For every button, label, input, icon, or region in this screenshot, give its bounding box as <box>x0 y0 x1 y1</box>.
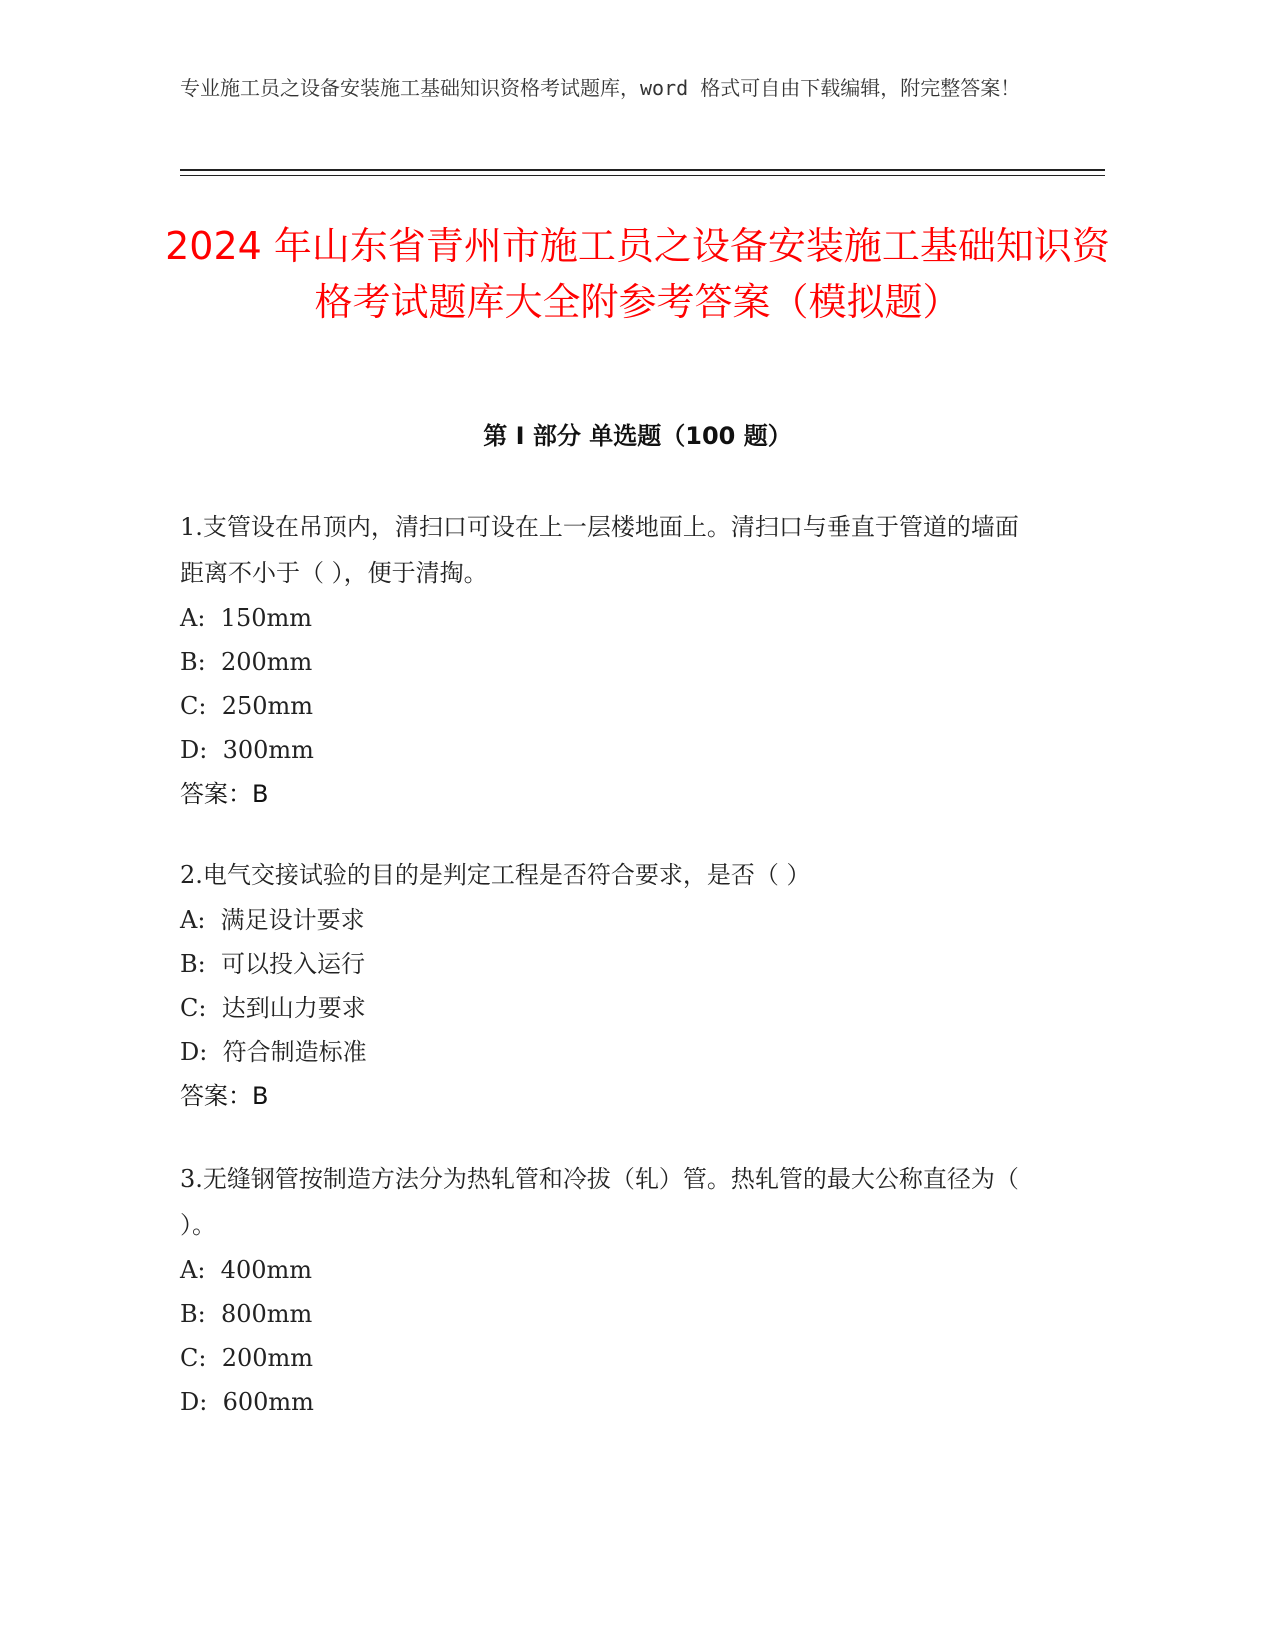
question-3 <box>180 1156 1030 1424</box>
option-a: A: 满足设计要求 <box>180 906 365 934</box>
option-d: D: 300mm <box>180 736 314 764</box>
option-c: C: 达到山力要求 <box>180 994 366 1022</box>
question-stem: 1.支管设在吊顶内，清扫口可设在上一层楼地面上。清扫口与垂直于管道的墙面距离不小于（ ），便于清掏。 <box>180 513 1019 587</box>
question-2 <box>180 852 1030 1118</box>
option-a: A: 400mm <box>180 1256 312 1284</box>
question-stem: 3.无缝钢管按制造方法分为热轧管和冷拔（轧）管。热轧管的最大公称直径为（ ）。 <box>180 1165 1019 1239</box>
option-a: A: 150mm <box>180 604 312 632</box>
option-c: C: 250mm <box>180 692 314 720</box>
option-b: B: 800mm <box>180 1300 313 1328</box>
document-title: 2024 年山东省青州市施工员之设备安装施工基础知识资格考试题库大全附参考答案（模拟题） <box>165 224 1110 324</box>
question-stem: 2.电气交接试验的目的是判定工程是否符合要求，是否（ ） <box>180 861 811 889</box>
option-c: C: 200mm <box>180 1344 314 1372</box>
option-d: D: 600mm <box>180 1388 314 1416</box>
option-b: B: 可以投入运行 <box>180 950 365 978</box>
answer-text: 答案：B <box>180 780 269 808</box>
header-divider-thin <box>180 175 1105 176</box>
header-note: 专业施工员之设备安装施工基础知识资格考试题库，word 格式可自由下载编辑，附完整答案！ <box>180 76 1021 100</box>
option-d: D: 符合制造标准 <box>180 1038 367 1066</box>
question-1 <box>180 504 1030 816</box>
section-heading: 第 I 部分 单选题（100 题） <box>483 422 792 450</box>
option-b: B: 200mm <box>180 648 313 676</box>
answer-text: 答案：B <box>180 1082 269 1110</box>
header-divider-thick <box>180 169 1105 171</box>
